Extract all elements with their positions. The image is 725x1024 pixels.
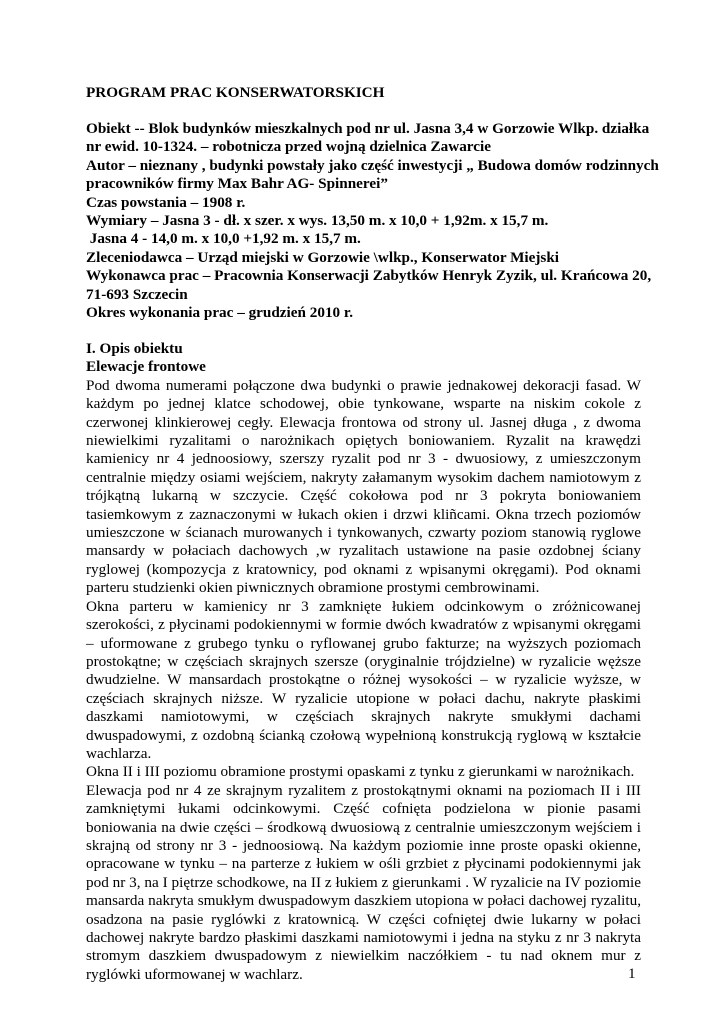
meta-line: Jasna 4 - 14,0 m. x 10,0 +1,92 m. x 15,7 m. [86,230,361,248]
meta-line: Autor – nieznany , budynki powstały jako część inwestycji „ Budowa domów rodzinnych [86,156,659,174]
meta-line: Obiekt -- Blok budynków mieszkalnych pod nr ul. Jasna 3,4 w Gorzowie Wlkp. działka [86,120,650,137]
body-paragraph: Okna II i III poziomu obramione prostymi opaskami z tynku z gierunkami w narożnikach. [86,763,635,781]
meta-line: nr ewid. 10-1324. – robotnicza przed wojną dzielnica Zawarcie [86,138,491,156]
body-paragraph: Okna parteru w kamienicy nr 3 zamknięte łukiem odcinkowym o zróżnicowanej szerokości, z płycinami podokiennymi w formie dwóch kwadratów z wpisanymi okręgami – uformowane z grubego tynku o ryflowanej grubo fakturze; na wyższych poziomach prostokątne; w częściach skrajnych szersze (oryginalnie trójdzielne) w ryzalicie węższe dwudzielne. W mansardach prostokątne o różnej wysokości – w ryzalicie wyższe, w częściach skrajnych niższe. W ryzalicie utopione w połaci dachu, nakryte płaskimi daszkami namiotowymi, w częściach skrajnych nakryte smukłymi dachami dwuspadowymi, z ozdobną ścianką czołową wypełnioną konstrukcją ryglową w kształcie wachlarza. [86,597,641,762]
meta-line: 71-693 Szczecin [86,285,188,303]
meta-line: Wykonawca prac – Pracownia Konserwacji Zabytków Henryk Zyzik, ul. Krańcowa 20, [86,267,652,285]
meta-line: pracowników firmy Max Bahr AG- Spinnerei” [86,175,388,193]
page-number: 1 [628,965,636,982]
meta-line: Zleceniodawca – Urząd miejski w Gorzowie \wlkp., Konserwator Miejski [86,248,560,266]
body-paragraph: Pod dwoma numerami połączone dwa budynki o prawie jednakowej dekoracji fasad. W każdym po jednej klatce schodowej, obie tynkowane, wsparte na niskim cokole z czerwonej klinkierowej cegły. Elewacja frontowa od strony ul. Jasnej długa , z dwoma niewielkimi ryzalitami o narożnikach opiętych boniowaniem. Ryzalit na krawędzi kamienicy nr 4 jednoosiowy, szerszy ryzalit pod nr 3 - dwuosiowy, z umieszczonym centralnie między osiami wejściem, nakryty załamanym wysokim dachem namiotowym z trójkątną lukarną w szczycie. Część cokołowa pod nr 3 pokryta boniowaniem tasiemkowym z zaznaczonymi w łukach okien i drzwi kliñcami. Okna trzech poziomów umieszczone w ścianach murowanych i tynkowanych, czwarty poziom stanowią ryglowe mansardy w połaciach dachowych ,w ryzalitach ustawione na pasie ozdobnej ściany ryglowej (kompozycja z kratownicy, pod oknami z wpisanymi okręgami). Pod oknami parteru studzienki okien piwnicznych obramione prostymi cembrowinami. [86,376,641,597]
document-meta [86,120,659,322]
meta-line: Czas powstania – 1908 r. [86,193,246,211]
document-title: PROGRAM PRAC KONSERWATORSKICH [86,84,385,101]
section-opis-obiektu [86,340,641,984]
subsection-heading: Elewacje frontowe [86,358,206,376]
section-heading: I. Opis obiektu [86,340,183,357]
meta-line: Wymiary – Jasna 3 - dł. x szer. x wys. 13,50 m. x 10,0 + 1,92m. x 15,7 m. [86,212,549,230]
meta-line: Okres wykonania prac – grudzień 2010 r. [86,304,354,322]
body-paragraph: Elewacja pod nr 4 ze skrajnym ryzalitem z prostokątnymi oknami na poziomach II i III zamkniętymi łukami odcinkowymi. Część cofnięta podzielona w pionie pasami boniowania na dwie części – środkową dwuosiową z centralnie umieszczonym wejściem i skrajną od strony nr 3 - jednoosiową. Na każdym poziomie inne proste opaski okienne, opracowane w tynku – na parterze z łukiem w ośli grzbiet z płycinami podokiennymi jak pod nr 3, na I piętrze schodkowe, na II z łukiem z gierunkami . W ryzalicie na IV poziomie mansarda nakryta smukłym dwuspadowym daszkiem utopiona w połaci dachowej ryzalitu, osadzona na pasie ryglówki z kratownicą. W części cofniętej dwie lukarny w połaci dachowej nakryte bardzo płaskimi daszkami namiotowymi i jedna na styku z nr 3 nakryta stromym daszkiem dwuspadowym z niewielkim naczółkiem - tu nad oknem mur z ryglówki uformowanej w wachlarz. [86,781,641,983]
